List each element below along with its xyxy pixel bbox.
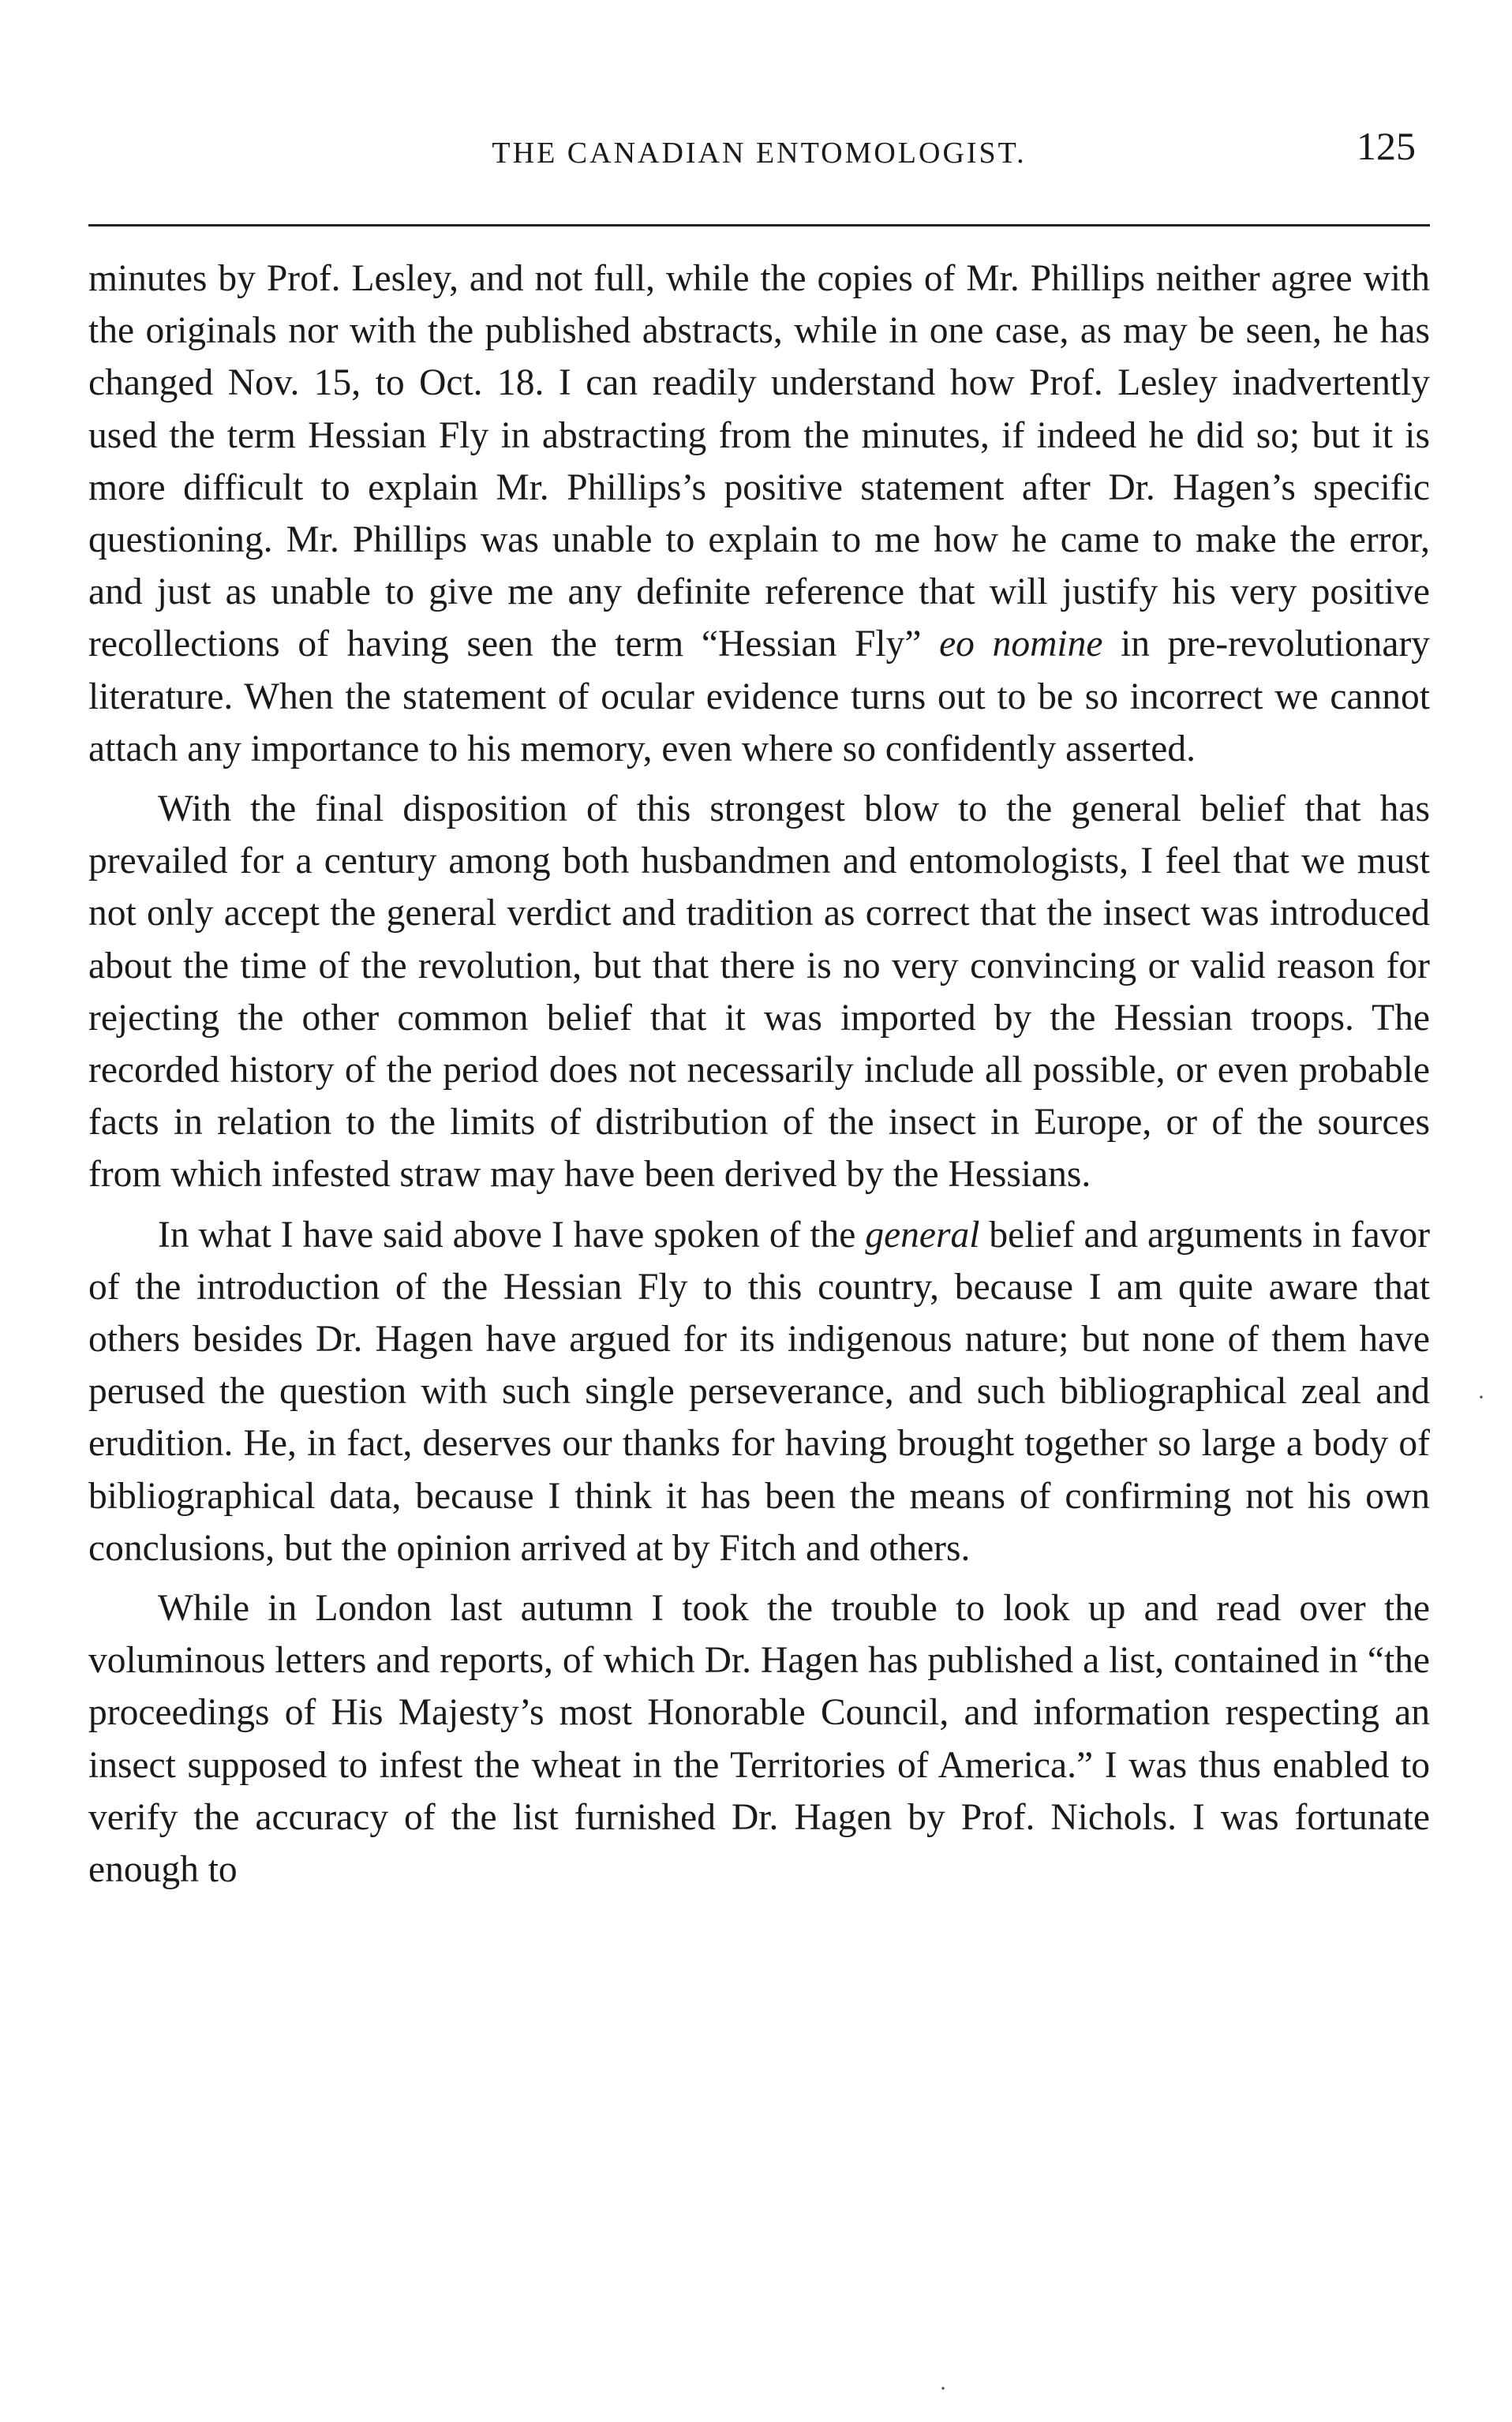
running-head: THE CANADIAN ENTOMOLOGIST. xyxy=(492,137,1027,170)
paragraph-1-text-a: minutes by Prof. Lesley, and not full, while the copies of Mr. Phillips neither agree with the originals nor with the published abstracts, while in one case, as may be seen, he has changed Nov. 15, to Oct. 18. I can readily understand how Prof. Lesley inadvertently used the term Hessian Fly in abstracting from the minutes, if indeed he did so; but it is more difficult to explain Mr. Phillips’s positive statement after Dr. Hagen’s specific questioning. Mr. Phillips was unable to explain to me how he came to make the error, and just as unable to give me any definite reference that will justify his very positive recollections of having seen the term “Hessian Fly” xyxy=(88,258,1430,665)
paragraph-1-text-b: in pre-revolutionary literature. When the statement of ocular evidence turns out to be so incorrect we cannot attach any importance to his memory, even where so confidently asserted. xyxy=(88,623,1431,769)
header-rule xyxy=(88,224,1430,226)
paragraph-1 xyxy=(88,253,1430,775)
paragraph-3-text-b: belief and arguments in favor of the introduction of the Hessian Fly to this country, because I am quite aware that others besides Dr. Hagen have argued for its indigenous nature; but none of them have perused the question with such single perseverance, and such bibliographical zeal and erudition. He, in fact, deserves our thanks for having brought together so large a body of bibliographical data, because I think it has been the means of confirming not his own conclusions, but the opinion arrived at by Fitch and others. xyxy=(88,1214,1431,1569)
page-number: 125 xyxy=(1357,124,1416,168)
stray-mark: · xyxy=(1477,1384,1485,1410)
body-text xyxy=(88,253,1430,1904)
paragraph-3-italic: general xyxy=(865,1214,980,1256)
paragraph-3 xyxy=(88,1209,1430,1574)
page-header xyxy=(88,120,1430,191)
stray-mark-bottom: · xyxy=(939,2375,947,2401)
paragraph-3-text-a: In what I have said above I have spoken of the xyxy=(158,1214,856,1256)
paragraph-4: While in London last autumn I took the trouble to look up and read over the voluminous letters and reports, of which Dr. Hagen has published a list, contained in “the proceedings of His Majesty’s most Honorable Council, and information respecting an insect supposed to infest the wheat in the Territories of America.” I was thus enabled to verify the accuracy of the list furnished Dr. Hagen by Prof. Nichols. I was fortunate enough to xyxy=(88,1588,1430,1891)
paragraph-1-italic: eo nomine xyxy=(939,623,1103,665)
paragraph-2: With the final disposition of this strongest blow to the general belief that has prevailed for a century among both husbandmen and entomologists, I feel that we must not only accept the general verdict and tradition as correct that the insect was introduced about the time of the revolution, but that there is no very convincing or valid reason for rejecting the other common belief that it was imported by the Hessian troops. The recorded history of the period does not necessarily include all possible, or even probable facts in relation to the limits of distribution of the insect in Europe, or of the sources from which infested straw may have been derived by the Hessians. xyxy=(88,788,1430,1196)
